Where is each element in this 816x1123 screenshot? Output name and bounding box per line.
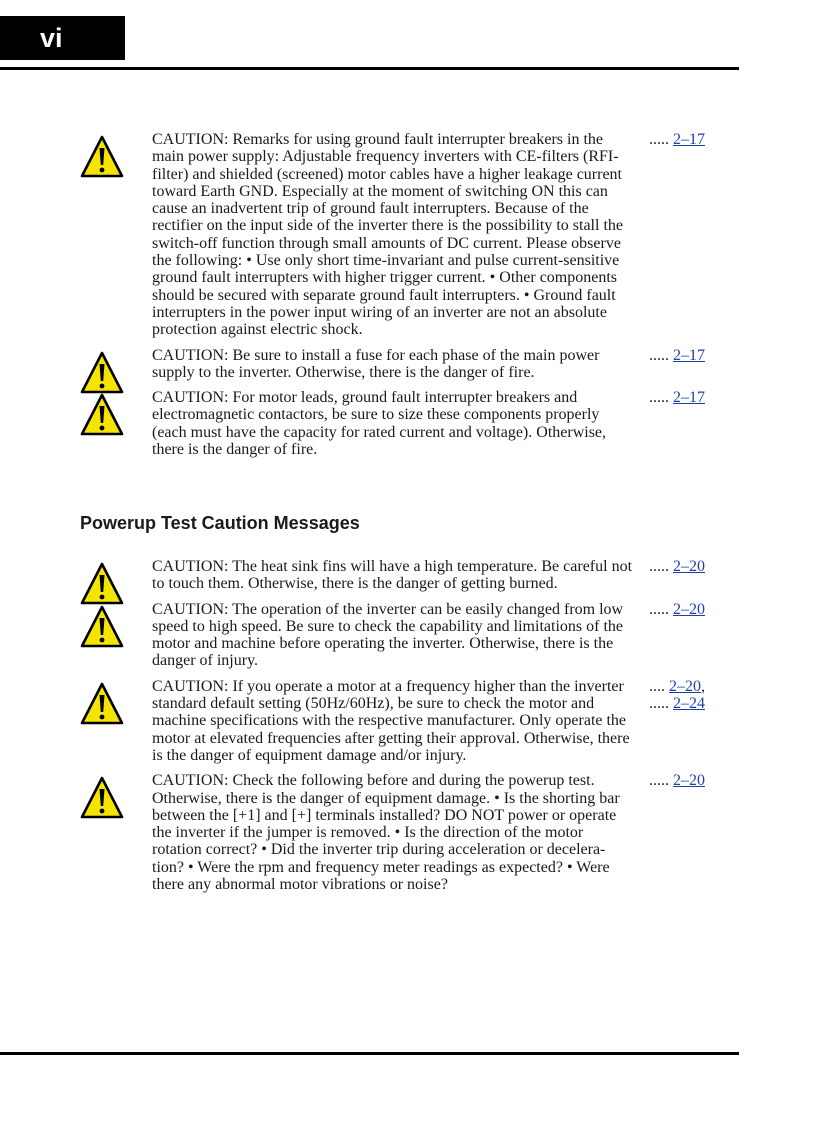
leader-dots: .....: [649, 131, 673, 148]
caution-text: CAUTION: Remarks for using ground fault interrupter breakers in the main power supply: Adjustable frequency inverters with CE-filters (RFI-filter) and shielded (screened) motor cables have a higher leakage current toward Earth GND. Especially at the moment of switching ON this can cause an inadvertent trip of ground fault interrupters. Because of the rectifier on the input side of the inverter there is the possibility to stall the switch-off function through small amounts of DC current. Please observe the following: • Use only short time-invariant and pulse current-sensitive ground fault interrupters with higher trigger current. • Other components should be secured with separate ground fault interrupters. • Ground fault interrupters in the power input wiring of an inverter are not an absolute protection against electric shock.: [152, 131, 623, 339]
page-number-tab: [0, 16, 125, 60]
footer-rule: [0, 1052, 739, 1055]
leader-dots: .....: [649, 346, 673, 364]
warning-icon: [80, 562, 124, 606]
warning-icon: [80, 776, 124, 820]
page-reference-line: [649, 772, 705, 789]
leader-dots: .....: [649, 695, 673, 713]
page-link[interactable]: 2–24: [673, 695, 705, 713]
leader-dots: .....: [649, 772, 673, 790]
page-reference: [649, 601, 705, 618]
warning-icon: [80, 682, 124, 726]
page-reference: [649, 389, 705, 406]
caution-text: CAUTION: Be sure to install a fuse for each phase of the main power supply to the inverter. Otherwise, there is the danger of fire.: [152, 346, 600, 381]
page-reference-line: [649, 389, 705, 406]
caution-item: [80, 131, 740, 339]
caution-item: [80, 601, 740, 670]
caution-text: CAUTION: The heat sink fins will have a high temperature. Be careful not to touch them. Otherwise, there is the danger of getting burned.: [152, 558, 633, 593]
warning-icon: [80, 351, 124, 395]
page-reference: [649, 678, 705, 713]
page-reference-line: [649, 601, 705, 618]
page-link[interactable]: 2–20: [669, 677, 701, 695]
leader-dots: .....: [649, 389, 673, 407]
page-reference-line: [649, 678, 705, 695]
leader-dots: .....: [649, 600, 673, 618]
caution-item: [80, 389, 740, 458]
leader-dots: ....: [649, 677, 669, 695]
section-title: Powerup Test Caution Messages: [80, 513, 360, 533]
warning-icon: [80, 605, 124, 649]
caution-group-powerup: [80, 558, 740, 901]
page-reference: [649, 558, 705, 575]
page-link[interactable]: 2–17: [673, 389, 705, 407]
page-reference: [649, 347, 705, 364]
page-link[interactable]: 2–20: [673, 558, 705, 575]
caution-item: [80, 558, 740, 593]
page-link[interactable]: 2–17: [673, 346, 705, 364]
leader-dots: .....: [649, 558, 673, 575]
caution-text: CAUTION: Check the following before and during the powerup test. Otherwise, there is the danger of equipment damage. • Is the shorting bar between the [+1] and [+] terminals installed? DO NOT power or operate the inverter if the jumper is removed. • Is the direction of the motor rotation correct? • Did the inverter trip during acceleration or decelera-tion? • Were the rpm and frequency meter readings as expected? • Were there any abnormal motor vibrations or noise?: [152, 772, 620, 894]
page-number: vi: [40, 23, 63, 53]
page-reference: [649, 772, 705, 789]
page-reference-line: [649, 695, 705, 712]
header-rule: [0, 67, 739, 70]
page-link[interactable]: 2–17: [673, 131, 705, 148]
page-link[interactable]: 2–20: [673, 600, 705, 618]
caution-item: [80, 678, 740, 764]
page-link[interactable]: 2–20: [673, 772, 705, 790]
caution-text: CAUTION: The operation of the inverter can be easily changed from low speed to high speed. Be sure to check the capability and limitations of the motor and machine before operating the inverter. Otherwise, there is the danger of injury.: [152, 600, 624, 670]
page-reference-line: [649, 558, 705, 575]
caution-text: CAUTION: If you operate a motor at a frequency higher than the inverter standard default setting (50Hz/60Hz), be sure to check the motor and machine specifications with the respective manufacturer. Only operate the motor at elevated frequencies after getting their approval. Otherwise, there is the danger of equipment damage and/or injury.: [152, 677, 630, 764]
reference-comma: ,: [701, 677, 705, 695]
caution-item: [80, 347, 740, 382]
page-reference: [649, 131, 705, 148]
page-reference-line: [649, 347, 705, 364]
caution-item: [80, 772, 740, 893]
caution-group-wiring: [80, 131, 740, 466]
warning-icon: [80, 135, 124, 179]
warning-icon: [80, 393, 124, 437]
caution-text: CAUTION: For motor leads, ground fault interrupter breakers and electromagnetic contactors, be sure to size these components properly (each must have the capacity for rated current and voltage). Otherwise, there is the danger of fire.: [152, 389, 607, 459]
page-reference-line: [649, 131, 705, 148]
